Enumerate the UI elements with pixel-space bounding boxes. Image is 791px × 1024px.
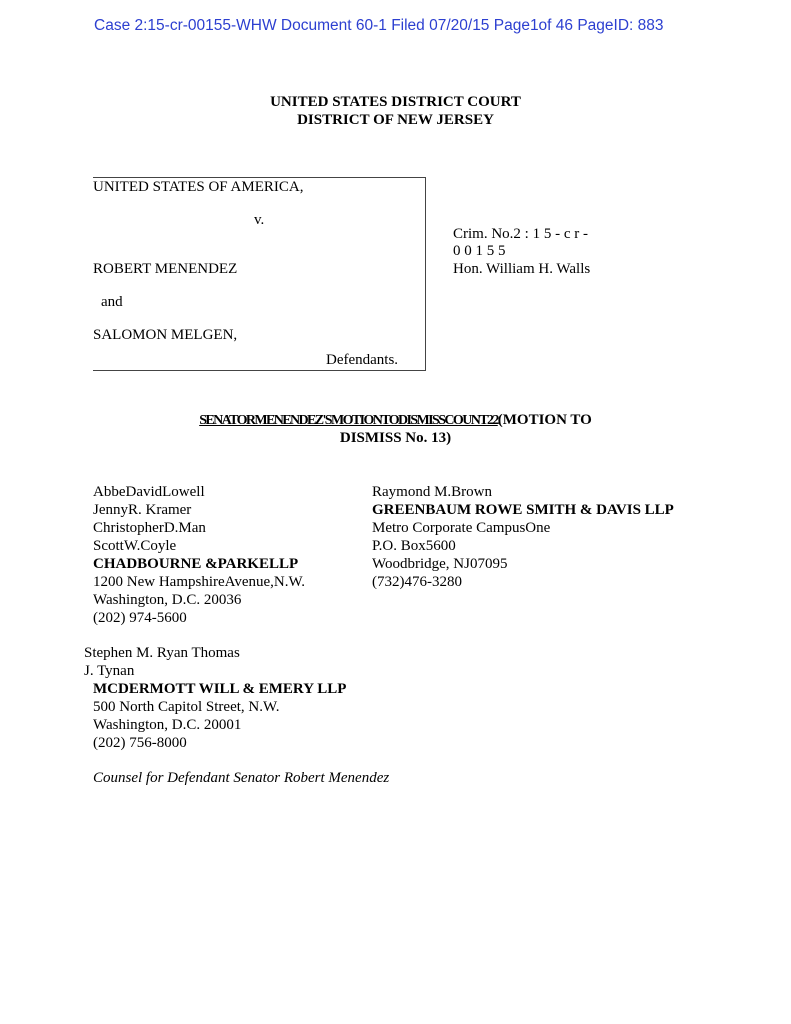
court-district: DISTRICT OF NEW JERSEY — [297, 112, 494, 128]
counsel-left-address-2: Washington, D.C. 20036 — [93, 592, 242, 608]
motion-title-line-2: DISMISS No. 13) — [339, 430, 452, 446]
counsel-right-firm: GREENBAUM ROWE SMITH & DAVIS LLP — [372, 502, 674, 518]
counsel-left-name-1: AbbeDavidLowell — [93, 484, 205, 500]
caption-plaintiff: UNITED STATES OF AMERICA, — [93, 179, 304, 195]
caption-defendant-1: ROBERT MENENDEZ — [93, 261, 238, 277]
counsel-right-address-2: P.O. Box5600 — [372, 538, 456, 554]
counsel-bottom-firm: MCDERMOTT WILL & EMERY LLP — [93, 681, 347, 697]
crim-number-line-2: 0 0 1 5 5 — [453, 243, 506, 259]
counsel-signature-note: Counsel for Defendant Senator Robert Menendez — [93, 770, 390, 786]
motion-title-part-1: SENATORMENENDEZ'SMOTIONTODISMISSCOUNT22 — [199, 413, 498, 428]
counsel-left-name-4: ScottW.Coyle — [93, 538, 177, 554]
caption-conjunction: and — [101, 294, 123, 310]
motion-title-part-2: (MOTION TO — [497, 412, 592, 428]
counsel-right-phone: (732)476-3280 — [372, 574, 462, 590]
counsel-left-name-3: ChristopherD.Man — [93, 520, 206, 536]
motion-title-line-1 — [0, 412, 791, 429]
counsel-bottom-names-1: Stephen M. Ryan Thomas — [84, 645, 240, 661]
court-name: UNITED STATES DISTRICT COURT — [270, 94, 521, 110]
judge-name: Hon. William H. Walls — [453, 261, 591, 277]
counsel-right-name: Raymond M.Brown — [372, 484, 492, 500]
counsel-left-firm: CHADBOURNE &PARKELLP — [93, 556, 299, 572]
counsel-right-address-1: Metro Corporate CampusOne — [372, 520, 551, 536]
caption-defendant-2: SALOMON MELGEN, — [93, 327, 238, 343]
counsel-left-phone: (202) 974-5600 — [93, 610, 187, 626]
counsel-bottom-address-2: Washington, D.C. 20001 — [93, 717, 242, 733]
counsel-bottom-names-2: J. Tynan — [84, 663, 135, 679]
counsel-left-name-2: JennyR. Kramer — [93, 502, 192, 518]
case-header-stamp: Case 2:15-cr-00155-WHW Document 60-1 Filed 07/20/15 Page1of 46 PageID: 883 — [94, 17, 664, 34]
caption-versus: v. — [254, 212, 265, 228]
counsel-right-address-3: Woodbridge, NJ07095 — [372, 556, 508, 572]
crim-number-line-1: Crim. No.2 : 1 5 - c r - — [453, 226, 588, 242]
caption-defendants-label: Defendants. — [326, 352, 399, 368]
counsel-bottom-address-1: 500 North Capitol Street, N.W. — [93, 699, 280, 715]
counsel-bottom-phone: (202) 756-8000 — [93, 735, 187, 751]
counsel-left-address-1: 1200 New HampshireAvenue,N.W. — [93, 574, 306, 590]
